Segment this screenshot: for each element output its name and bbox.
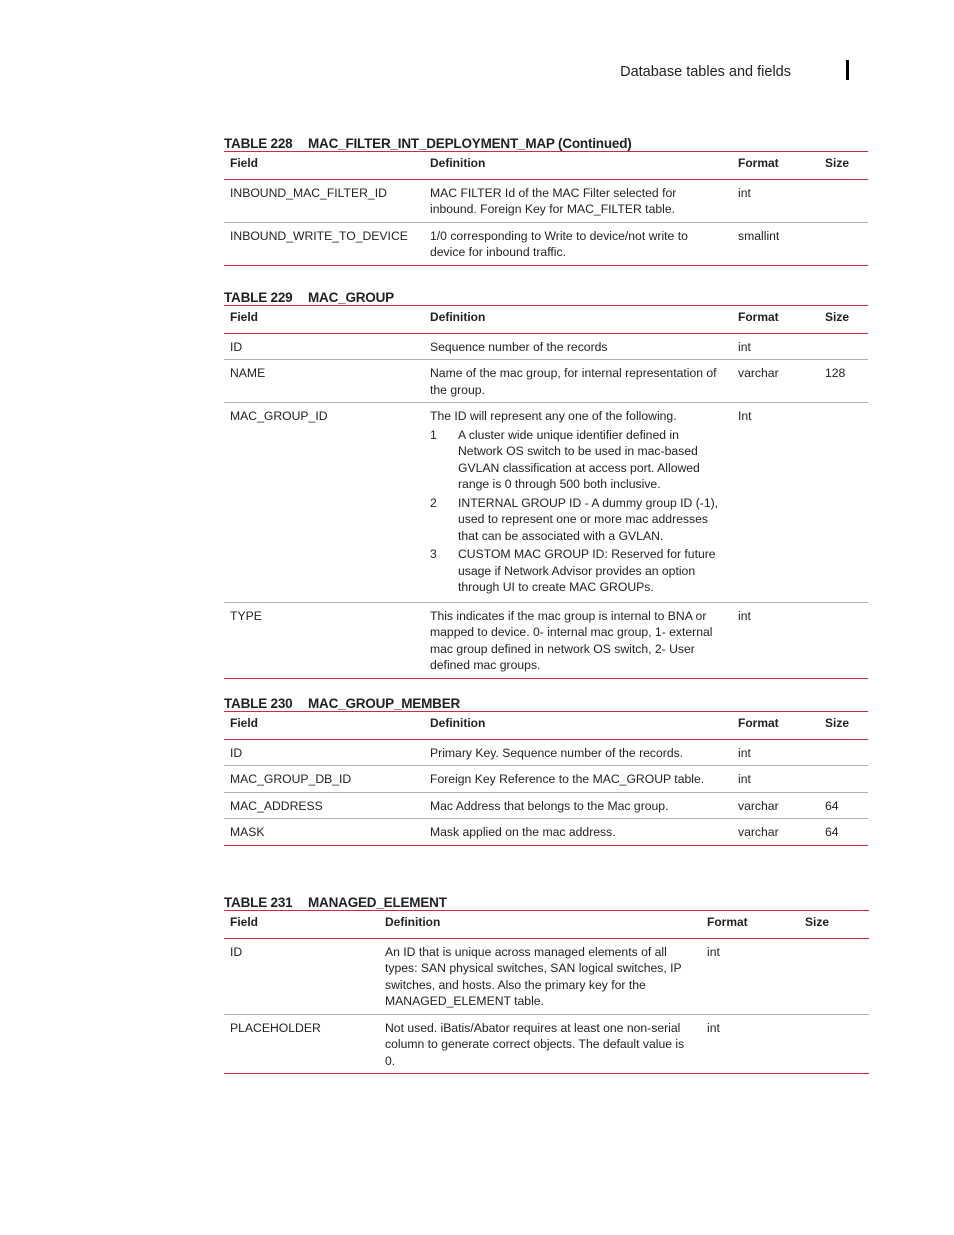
table-header-row: [224, 306, 868, 334]
table-231: [224, 910, 869, 1074]
table-230: [224, 711, 868, 846]
table-header-row: [224, 911, 869, 939]
table-header-row: [224, 152, 868, 180]
page-header-title: Database tables and fields: [620, 64, 791, 80]
table-row: MAC_ADDRESS Mac Address that belongs to the Mac group. varchar 64: [224, 792, 868, 819]
col-size: Size: [805, 915, 830, 929]
table-230-block: [224, 696, 868, 846]
table-header-row: [224, 712, 868, 740]
table-row: MAC_GROUP_DB_ID Foreign Key Reference to the MAC_GROUP table. int: [224, 766, 868, 793]
table-228-block: [224, 136, 868, 266]
table-row: MAC_GROUP_ID The ID will represent any one of the following. 1 A cluster wide unique identifier defined in Network OS switch to be used in mac-based GVLAN classification at access port. Allowed range is 0 through 500 both inclusive. 2 INTERNAL GROUP ID - A dummy group ID (-1), used to represent one or more mac addresses that can be associated with a GVLAN. 3 CUSTOM MAC GROUP ID: Reserved for future usage if Network Advisor provides an option through UI to create MAC GROUPs. Int: [224, 403, 868, 603]
table-row: ID An ID that is unique across managed elements of all types: SAN physical switches, SAN logical switches, IP switches, and hosts. Also the primary key for the MANAGED_ELEMENT table. int: [224, 938, 869, 1014]
col-size: Size: [825, 310, 850, 324]
col-field: Field: [230, 716, 259, 730]
table-229: [224, 305, 868, 679]
table-row: PLACEHOLDER Not used. iBatis/Abator requires at least one non-serial column to generate correct objects. The default value is 0. int: [224, 1014, 869, 1074]
table-row: TYPE This indicates if the mac group is internal to BNA or mapped to device. 0- internal mac group, 1- external mac group defined in network OS switch, 2- User defined mac groups. int: [224, 602, 868, 678]
list-item: 3 CUSTOM MAC GROUP ID: Reserved for future usage if Network Advisor provides an option through UI to create MAC GROUPs.: [430, 547, 716, 594]
table-caption: TABLE 228 MAC_FILTER_INT_DEPLOYMENT_MAP (Continued): [224, 136, 632, 151]
table-row: ID Primary Key. Sequence number of the records. int: [224, 739, 868, 766]
page-header-bar: [846, 60, 849, 80]
table-row: INBOUND_MAC_FILTER_ID MAC FILTER Id of the MAC Filter selected for inbound. Foreign Key for MAC_FILTER table. int: [224, 179, 868, 222]
list-item: 1 A cluster wide unique identifier defined in Network OS switch to be used in mac-based GVLAN classification at access port. Allowed range is 0 through 500 both inclusive.: [430, 427, 700, 491]
col-field: Field: [230, 310, 259, 324]
col-field: Field: [230, 156, 259, 170]
col-definition: Definition: [430, 716, 486, 730]
table-228: [224, 151, 868, 266]
list-item: 2 INTERNAL GROUP ID - A dummy group ID (-1), used to represent one or more mac addresses that can be associated with a GVLAN.: [430, 495, 719, 543]
col-format: Format: [738, 716, 779, 730]
col-definition: Definition: [430, 310, 486, 324]
col-format: Format: [738, 310, 779, 324]
col-size: Size: [825, 156, 850, 170]
table-row: NAME Name of the mac group, for internal representation of the group. varchar 128: [224, 360, 868, 403]
table-caption: TABLE 230 MAC_GROUP_MEMBER: [224, 696, 461, 711]
numbered-list: [430, 427, 726, 596]
table-row: INBOUND_WRITE_TO_DEVICE 1/0 corresponding to Write to device/not write to device for inbound traffic. smallint: [224, 222, 868, 265]
table-row: ID Sequence number of the records int: [224, 333, 868, 360]
table-row: MASK Mask applied on the mac address. varchar 64: [224, 819, 868, 846]
col-format: Format: [707, 915, 748, 929]
col-definition: Definition: [385, 915, 441, 929]
col-definition: Definition: [430, 156, 486, 170]
table-caption: TABLE 229 MAC_GROUP: [224, 290, 394, 305]
col-format: Format: [738, 156, 779, 170]
table-231-block: [224, 895, 869, 1074]
table-229-block: [224, 290, 868, 679]
col-size: Size: [825, 716, 850, 730]
table-caption: TABLE 231 MANAGED_ELEMENT: [224, 895, 447, 910]
col-field: Field: [230, 915, 259, 929]
